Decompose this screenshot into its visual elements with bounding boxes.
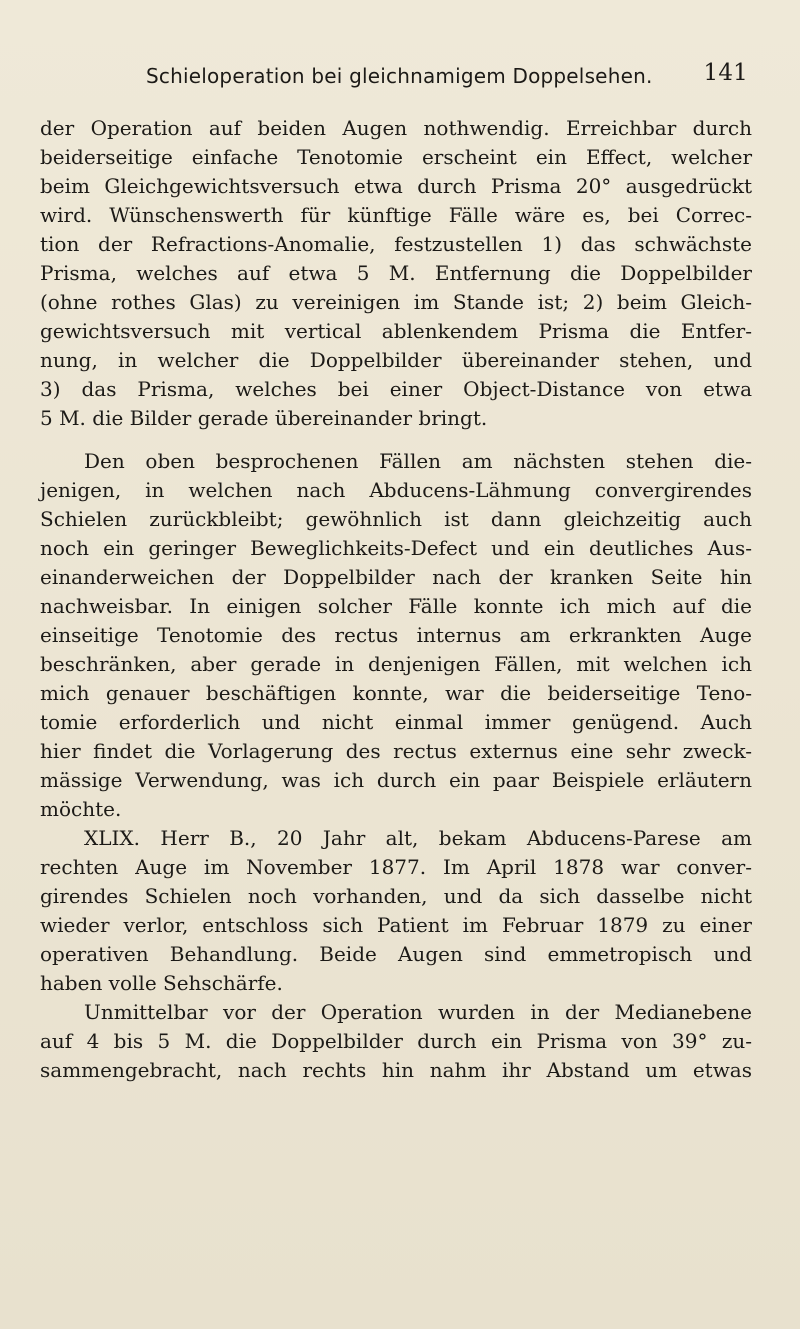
text-line: beiderseitige einfache Tenotomie erscheint ein Effect, welcher xyxy=(40,145,752,169)
paragraph-4 xyxy=(40,998,752,1085)
text-line: rechten Auge im November 1877. Im April 1878 war conver- xyxy=(40,855,752,879)
text-line: Prisma, welches auf etwa 5 M. Entfernung die Doppelbilder xyxy=(40,261,752,285)
paragraph-gap xyxy=(40,433,752,447)
text-line: beschränken, aber gerade in denjenigen Fällen, mit welchen ich xyxy=(40,652,752,676)
text-line: (ohne rothes Glas) zu vereinigen im Stande ist; 2) beim Gleich- xyxy=(40,290,752,314)
text-line: nachweisbar. In einigen solcher Fälle konnte ich mich auf die xyxy=(40,594,752,618)
text-line: auf 4 bis 5 M. die Doppelbilder durch ein Prisma von 39° zu- xyxy=(40,1029,752,1053)
text-line: tion der Refractions-Anomalie, festzustellen 1) das schwächste xyxy=(40,232,752,256)
text-line: Den oben besprochenen Fällen am nächsten stehen die- xyxy=(84,449,752,473)
text-line: sammengebracht, nach rechts hin nahm ihr Abstand um etwas xyxy=(40,1058,752,1082)
running-title: Schieloperation bei gleichnamigem Doppelsehen. xyxy=(146,64,653,88)
text-line: Unmittelbar vor der Operation wurden in der Medianebene xyxy=(84,1000,752,1024)
text-line: nung, in welcher die Doppelbilder übereinander stehen, und xyxy=(40,348,752,372)
text-line: mässige Verwendung, was ich durch ein paar Beispiele erläutern xyxy=(40,768,752,792)
text-line: 3) das Prisma, welches bei einer Object-Distance von etwa xyxy=(40,377,752,401)
text-line: tomie erforderlich und nicht einmal immer genügend. Auch xyxy=(40,710,752,734)
text-line: wieder verlor, entschloss sich Patient im Februar 1879 zu einer xyxy=(40,913,752,937)
text-line: operativen Behandlung. Beide Augen sind emmetropisch und xyxy=(40,942,752,966)
text-line: girendes Schielen noch vorhanden, und da sich dasselbe nicht xyxy=(40,884,752,908)
text-line: einanderweichen der Doppelbilder nach der kranken Seite hin xyxy=(40,565,752,589)
text-line: mich genauer beschäftigen konnte, war die beiderseitige Teno- xyxy=(40,681,752,705)
text-line: XLIX. Herr B., 20 Jahr alt, bekam Abducens-Parese am xyxy=(84,826,752,850)
text-line: möchte. xyxy=(40,797,122,821)
paragraph-1 xyxy=(40,114,752,433)
text-line: hier findet die Vorlagerung des rectus externus eine sehr zweck- xyxy=(40,739,752,763)
body-text xyxy=(40,114,752,1085)
text-line: gewichtsversuch mit vertical ablenkendem Prisma die Entfer- xyxy=(40,319,752,343)
text-line: Schielen zurückbleibt; gewöhnlich ist dann gleichzeitig auch xyxy=(40,507,752,531)
text-line: noch ein geringer Beweglichkeits-Defect und ein deutliches Aus- xyxy=(40,536,752,560)
text-line: beim Gleichgewichtsversuch etwa durch Prisma 20° ausgedrückt xyxy=(40,174,752,198)
text-line: haben volle Sehschärfe. xyxy=(40,971,283,995)
text-line: der Operation auf beiden Augen nothwendig. Erreichbar durch xyxy=(40,116,752,140)
page-number: 141 xyxy=(703,60,748,86)
paragraph-3 xyxy=(40,824,752,998)
text-line: wird. Wünschenswerth für künftige Fälle wäre es, bei Correc- xyxy=(40,203,752,227)
text-line: einseitige Tenotomie des rectus internus am erkrankten Auge xyxy=(40,623,752,647)
paragraph-2 xyxy=(40,447,752,824)
text-line: jenigen, in welchen nach Abducens-Lähmung convergirendes xyxy=(40,478,752,502)
running-head xyxy=(140,60,750,90)
text-line: 5 M. die Bilder gerade übereinander bringt. xyxy=(40,406,488,430)
